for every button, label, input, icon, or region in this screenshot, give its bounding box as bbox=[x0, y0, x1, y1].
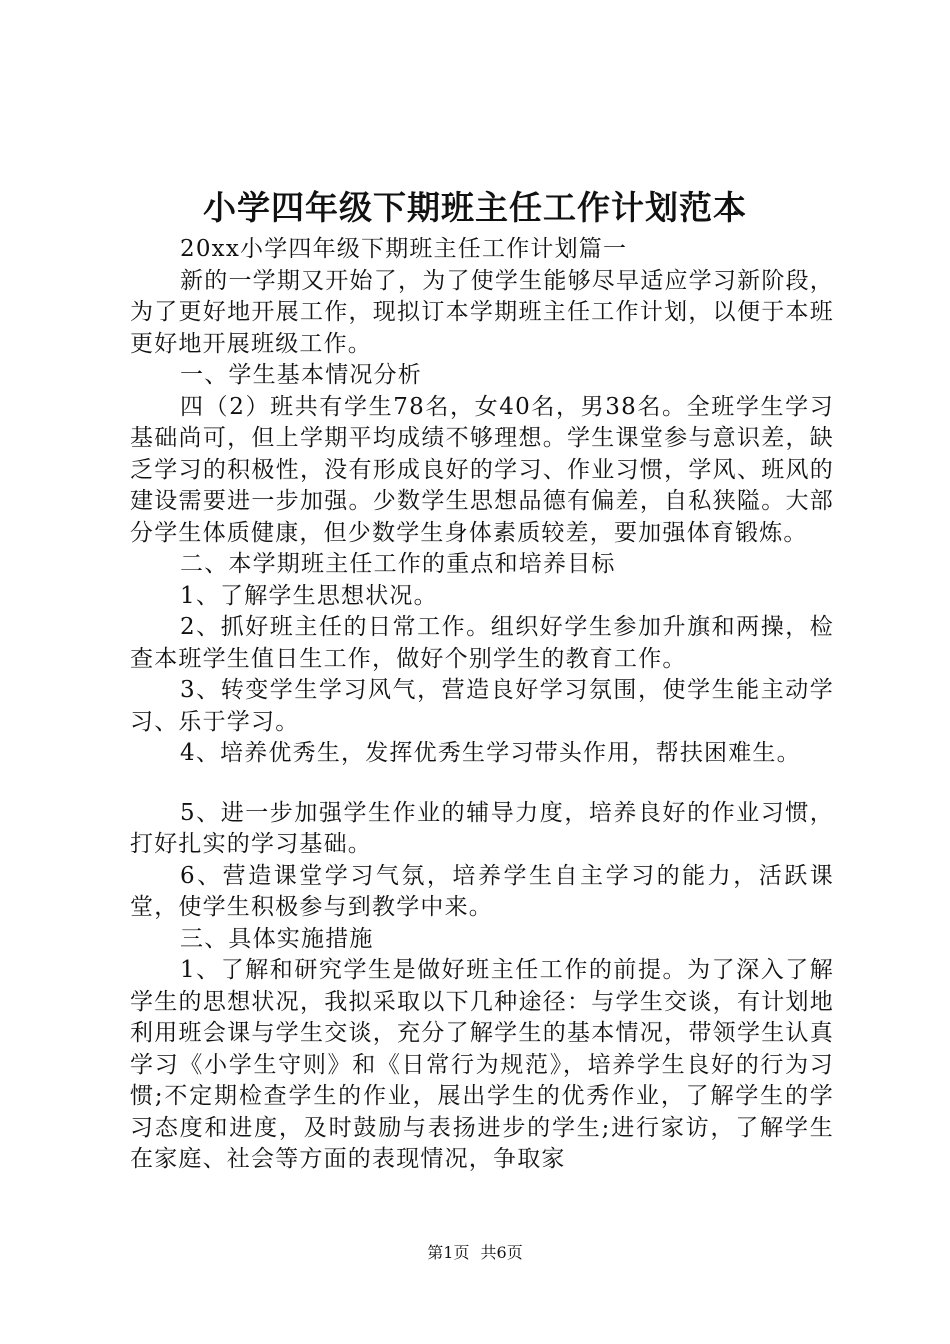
list-item: 6、营造课堂学习气氛，培养学生自主学习的能力，活跃课堂，使学生积极参与到教学中来。 bbox=[130, 862, 834, 920]
page-number: 第1页 bbox=[427, 1243, 470, 1262]
paragraph: 新的一学期又开始了，为了使学生能够尽早适应学习新阶段，为了更好地开展工作，现拟订本学期班主任工作计划，以便于本班更好地开展班级工作。 bbox=[130, 267, 834, 357]
section-heading: 二、本学期班主任工作的重点和培养目标 bbox=[180, 551, 616, 577]
document-title: 小学四年级下期班主任工作计划范本 bbox=[203, 188, 747, 227]
list-item: 5、进一步加强学生作业的辅导力度，培养良好的作业习惯，打好扎实的学习基础。 bbox=[130, 799, 834, 857]
list-item: 4、培养优秀生，发挥优秀生学习带头作用，帮扶困难生。 bbox=[180, 740, 801, 766]
paragraph: 四（2）班共有学生78名，女40名，男38名。全班学生学习基础尚可，但上学期平均成绩不够理想。学生课堂参与意识差，缺乏学习的积极性，没有形成良好的学习、作业习惯，学风、班风的建设需要进一步加强。少数学生思想品德有偏差，自私狭隘。大部分学生体质健康，但少数学生身体素质较差，要加强体育锻炼。 bbox=[130, 393, 834, 546]
section-heading: 三、具体实施措施 bbox=[180, 925, 374, 952]
page-footer bbox=[0, 1243, 950, 1263]
list-item: 2、抓好班主任的日常工作。组织好学生参加升旗和两操，检查本班学生值日生工作，做好个别学生的教育工作。 bbox=[130, 614, 834, 672]
list-item: 3、转变学生学习风气，营造良好学习氛围，使学生能主动学习、乐于学习。 bbox=[130, 677, 834, 735]
list-item: 1、了解和研究学生是做好班主任工作的前提。为了深入了解学生的思想状况，我拟采取以下几种途径：与学生交谈，有计划地利用班会课与学生交谈，充分了解学生的基本情况，带领学生认真学习《小学生守则》和《日常行为规范》，培养学生良好的行为习惯;不定期检查学生的作业，展出学生的优秀作业，了解学生的学习态度和进度，及时鼓励与表扬进步的学生;进行家访，了解学生在家庭、社会等方面的表现情况，争取家 bbox=[130, 957, 834, 1172]
list-item: 1、了解学生思想状况。 bbox=[180, 582, 438, 609]
section-heading: 20xx小学四年级下期班主任工作计划篇一 bbox=[180, 236, 628, 262]
page-total: 共6页 bbox=[480, 1243, 523, 1262]
section-heading: 一、学生基本情况分析 bbox=[180, 362, 422, 388]
document-body bbox=[130, 234, 834, 1176]
